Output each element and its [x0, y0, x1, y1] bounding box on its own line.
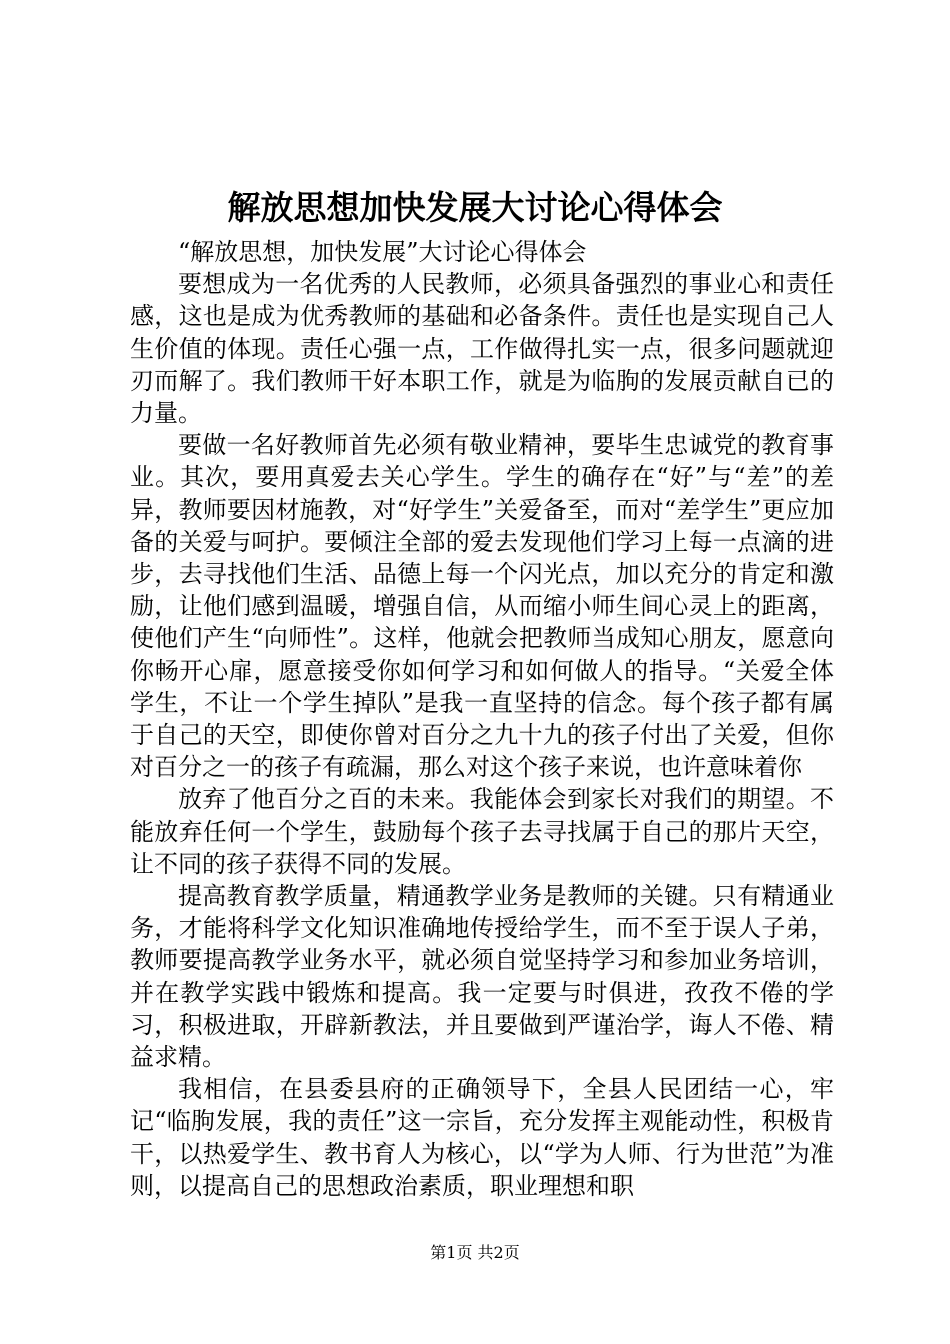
body-paragraph: 我相信，在县委县府的正确领导下，全县人民团结一心，牢记“临朐发展，我的责任”这一宗旨，充分发挥主观能动性，积极肯干，以热爱学生、教书育人为核心，以“学为人师、行为世范”为准则，以提高自己的思想政治素质，职业理想和职 [130, 1075, 834, 1200]
body-paragraph: 要做一名好教师首先必须有敬业精神，要毕生忠诚党的教育事业。其次，要用真爱去关心学生。学生的确存在“好”与“差”的差异，教师要因材施教，对“好学生”关爱备至，而对“差学生”更应加备的关爱与呵护。要倾注全部的爱去发现他们学习上每一点滴的进步，去寻找他们生活、品德上每一个闪光点，加以充分的肯定和激励，让他们感到温暖，增强自信，从而缩小师生间心灵上的距离，使他们产生“向师性”。这样，他就会把教师当成知心朋友，愿意向你畅开心扉，愿意接受你如何学习和如何做人的指导。“关爱全体学生，不让一个学生掉队”是我一直坚持的信念。每个孩子都有属于自己的天空，即使你曾对百分之九十九的孩子付出了关爱，但你对百分之一的孩子有疏漏，那么对这个孩子来说，也许意味着你 [130, 431, 834, 782]
subtitle-paragraph: “解放思想，加快发展”大讨论心得体会 [178, 238, 587, 266]
document-title: 解放思想加快发展大讨论心得体会 [227, 188, 723, 227]
body-paragraph: 放弃了他百分之百的未来。我能体会到家长对我们的期望。不能放弃任何一个学生，鼓励每个孩子去寻找属于自己的那片天空，让不同的孩子获得不同的发展。 [130, 785, 834, 878]
page-footer [0, 1241, 950, 1265]
document-body [130, 236, 834, 1202]
body-paragraph: 要想成为一名优秀的人民教师，必须具备强烈的事业心和责任感，这也是成为优秀教师的基础和必备条件。责任也是实现自己人生价值的体现。责任心强一点，工作做得扎实一点，很多问题就迎刃而解了。我们教师干好本职工作，就是为临朐的发展贡献自已的力量。 [130, 270, 834, 428]
page-indicator: 第1页 共2页 [430, 1243, 520, 1262]
body-paragraph: 提高教育教学质量，精通教学业务是教师的关键。只有精通业务，才能将科学文化知识准确地传授给学生，而不至于误人子弟，教师要提高教学业务水平，就必须自觉坚持学习和参加业务培训，并在教学实践中锻炼和提高。我一定要与时俱进，孜孜不倦的学习，积极进取，开辟新教法，并且要做到严谨治学，诲人不倦、精益求精。 [130, 882, 834, 1072]
